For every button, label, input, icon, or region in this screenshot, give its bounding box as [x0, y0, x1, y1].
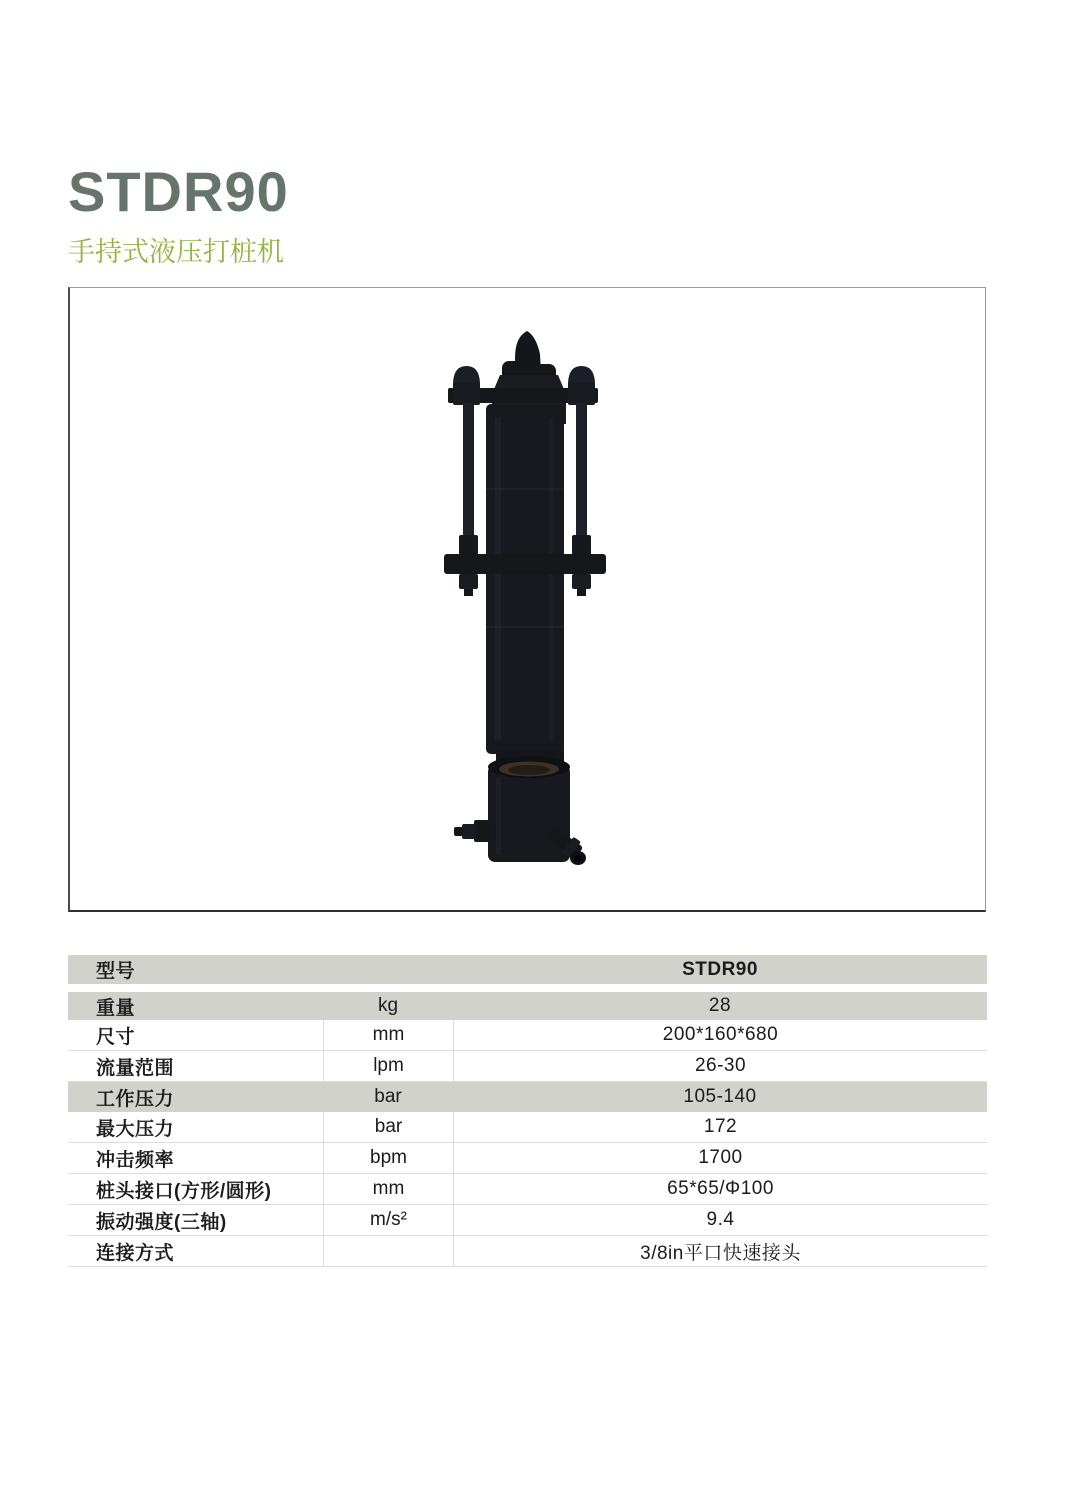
spec-unit: bpm [323, 1143, 453, 1173]
spec-row-max-pressure [68, 1112, 987, 1143]
spec-label: 重量 [96, 997, 136, 1019]
spec-unit: m/s² [323, 1205, 453, 1235]
spec-unit: kg [377, 995, 399, 1016]
page-subtitle: 手持式液压打桩机 [68, 237, 284, 267]
spec-unit: bar [323, 1112, 453, 1142]
spec-value: 1700 [453, 1143, 987, 1173]
spec-label: 流量范围 [96, 1057, 175, 1079]
spec-row-working-pressure [68, 1082, 987, 1112]
spec-label: 工作压力 [96, 1088, 175, 1110]
spec-value: STDR90 [682, 958, 758, 980]
spec-row-flow-range [68, 1051, 987, 1082]
spec-row-weight [68, 992, 987, 1020]
spec-unit: lpm [323, 1051, 453, 1081]
spec-unit: mm [323, 1174, 453, 1204]
spec-label: 冲击频率 [96, 1149, 175, 1171]
spec-unit: bar [374, 1086, 402, 1107]
spec-unit: mm [323, 1020, 453, 1050]
spec-value: 26-30 [453, 1051, 987, 1081]
spec-row-connection [68, 1236, 987, 1267]
spec-value: 172 [453, 1112, 987, 1142]
spec-row-dimensions [68, 1020, 987, 1051]
spec-value: 9.4 [453, 1205, 987, 1235]
spec-row-pile-interface [68, 1174, 987, 1205]
page-title: STDR90 [68, 160, 289, 223]
spec-label: 尺寸 [96, 1026, 136, 1048]
spec-label: 最大压力 [96, 1118, 175, 1140]
spec-value: 3/8in平口快速接头 [453, 1236, 987, 1266]
spec-value: 65*65/Φ100 [453, 1174, 987, 1204]
spec-value: 200*160*680 [453, 1020, 987, 1050]
spec-row-model [68, 955, 987, 984]
product-photo [70, 288, 985, 910]
spec-unit [323, 955, 453, 984]
spec-label: 桩头接口(方形/圆形) [96, 1180, 272, 1202]
spec-value: 28 [708, 995, 732, 1016]
spec-label: 连接方式 [96, 1242, 175, 1264]
product-photo-frame [68, 287, 986, 912]
spec-unit [323, 1236, 453, 1266]
spec-label: 振动强度(三轴) [96, 1211, 227, 1233]
spec-value: 105-140 [683, 1086, 757, 1107]
spec-row-impact-frequency [68, 1143, 987, 1174]
spec-label: 型号 [96, 961, 136, 982]
spec-row-vibration [68, 1205, 987, 1236]
spec-table [68, 955, 987, 1267]
